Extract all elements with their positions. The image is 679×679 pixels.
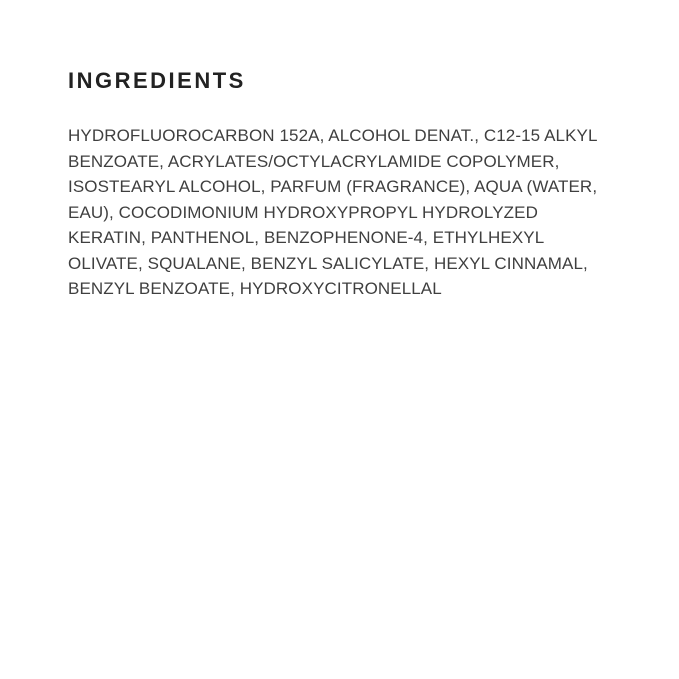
ingredients-heading: INGREDIENTS bbox=[68, 68, 246, 93]
ingredients-paragraph: HYDROFLUOROCARBON 152A, ALCOHOL DENAT., C12-15 ALKYL BENZOATE, ACRYLATES/OCTYLACRYLAMIDE COPOLYMER, ISOSTEARYL ALCOHOL, PARFUM (FRAGRANCE), AQUA (WATER, EAU), COCODIMONIUM HYDROXYPROPYL HYDROLYZED KERATIN, PANTHENOL, BENZOPHENONE-4, ETHYLHEXYL OLIVATE, SQUALANE, BENZYL SALICYLATE, HEXYL CINNAMAL, BENZYL BENZOATE, HYDROXYCITRONELLAL bbox=[68, 126, 598, 298]
ingredients-panel bbox=[68, 70, 608, 319]
